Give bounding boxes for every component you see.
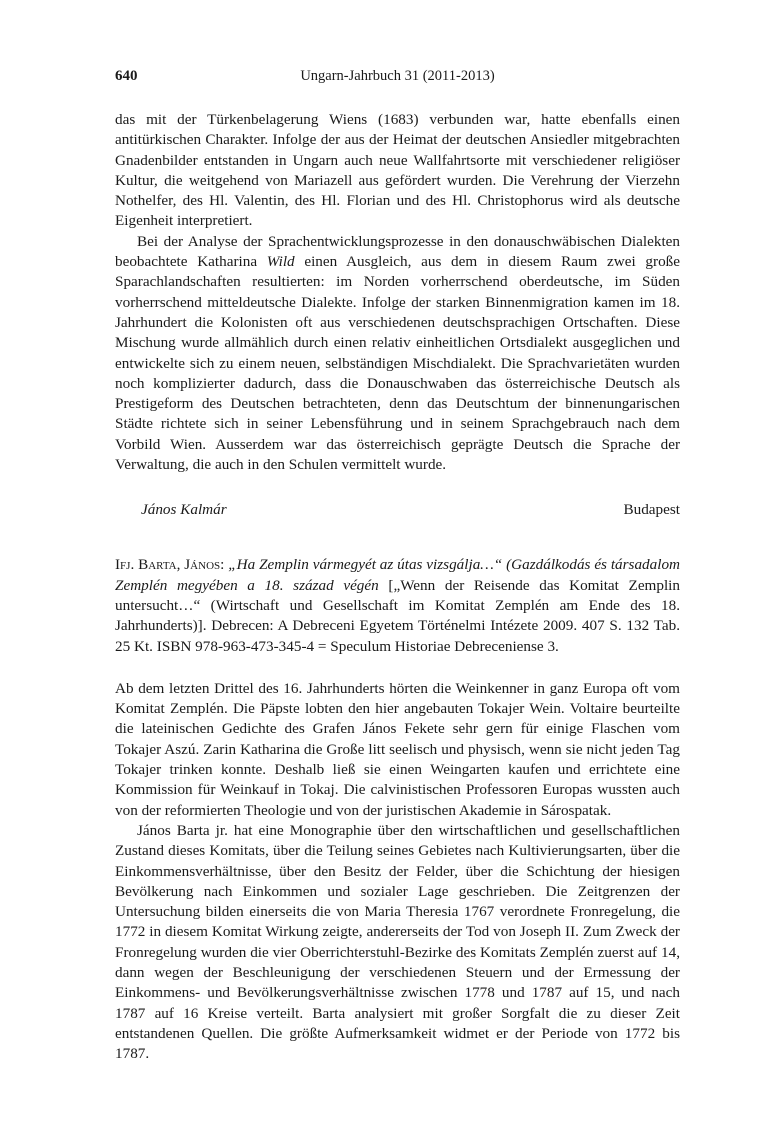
text-segment: Bei der Analyse der Sprachentwicklungsprozesse in den donauschwäbischen Dialekten beobachtete Katharina: [115, 232, 680, 271]
journal-title: Ungarn-Jahrbuch 31 (2011-2013): [300, 68, 495, 84]
reviewer-place: Budapest: [623, 501, 680, 519]
paragraph: [115, 232, 680, 476]
review-signature: [115, 501, 680, 521]
bibliographic-entry: [115, 555, 680, 656]
page: [115, 68, 680, 1064]
reviewer-name: János Kalmár: [141, 501, 227, 519]
review-2: [115, 679, 680, 1065]
text-segment: einen Ausgleich, aus dem in diesem Raum zwei große Sparachlandschaften resultierten: im Norden vorherrschend oberdeutsche, im Süden vorherrschend mitteldeutsche Dialekte. Infolge der starken Binnenmigration kamen im 18. Jahrhundert die Kolonisten oft aus verschiedenen deutschsprachigen Ortschaften. Diese Mischung wurde allmählich durch einen relativ einheitlichen Ortsdialekt ausgeglichen und entwickelte sich zu einem neuen, selbständigen Mischdialekt. Die Sprachvarietäten wurden noch komplizierter dadurch, dass die Donauschwaben das österreichische Deutsch als Prestigeform des Deutschen betrachteten, denn das Deutschtum der binnenungarischen Städte richtete sich in seiner Lebensführung und in seinem Sprachgebrauch nach dem Vorbild Wien. Ausserdem war das österreichisch geprägte Deutsch die Sprache der Verwaltung, die auch in den Schulen vermittelt wurde.: [115, 253, 680, 474]
person-name: Wild: [266, 253, 295, 271]
book-details: [„Wenn der Reisende das Komitat Zemplin untersucht…“ (Wirtschaft und Gesellschaft im Komitat Zemplén am Ende des 18. Jahrhunderts)]. Debrecen: A Debreceni Egyetem Történelmi Intézete 2009. 407 S. 132 Tab. 25 Kt. ISBN 978-963-473-345-4 = Speculum Historiae Debreceniense 3.: [115, 576, 680, 655]
paragraph: Ab dem letzten Drittel des 16. Jahrhunderts hörten die Weinkenner in ganz Europa oft vom Komitat Zemplén. Die Päpste lobten den hier angebauten Tokajer Wein. Voltaire beurteilte die lateinischen Gedichte des Grafen János Fekete sehr gern für einige Flaschen vom Tokajer Aszú. Zarin Katharina die Große litt seelisch und physisch, wenn sie nicht jeden Tag Tokajer trinken konnte. Deshalb ließ sie einen Weingarten kaufen und errichtete eine Kommission für Weinkauf in Tokaj. Die calvinistischen Professoren Europas wussten auch von der reformierten Theologie und von der juristischen Akademie in Sárospatak.: [115, 679, 680, 819]
page-number: 640: [115, 68, 138, 84]
book-author: Ifj. Barta, János:: [115, 556, 225, 574]
paragraph: János Barta jr. hat eine Monographie über den wirtschaftlichen und gesellschaftlichen Zustand dieses Komitats, über die Teilung seines Gebietes nach Kultivierungsarten, über die Einkommensverhältnisse, über den Besitz der Felder, über die Schichtung der hiesigen Bevölkerung nach Einkommen und sozialer Lage geschrieben. Die Zeitgrenzen der Untersuchung bilden einerseits die von Maria Theresia 1767 verordnete Fronregelung, die 1772 in diesem Komitat Wirkung zeigte, andererseits der Tod von Joseph II. Zum Zweck der Fronregelung wurden die vier Oberrichterstuhl-Bezirke des Komitats Zemplén zuerst auf 14, dann wegen der Beschleunigung der verschiedenen Steuern und der Ermessung der Einkommens- und Bevölkerungsverhältnisse zwischen 1778 und 1787 auf 15, und nach 1787 auf 16 Kreise verteilt. Barta analysiert mit großer Sorgfalt die zu dieser Zeit entstandenen Quellen. Die größte Aufmerksamkeit widmet er der Periode von 1772 bis 1787.: [115, 821, 680, 1063]
running-head: [115, 68, 680, 90]
book-title: „Ha Zemplin vármegyét az útas vizsgálja…“ (Gazdálkodás és társadalom Zemplén megyében a 18. század végén: [115, 556, 681, 594]
paragraph: das mit der Türkenbelagerung Wiens (1683) verbunden war, hatte ebenfalls einen antitürkischen Charakter. Infolge der aus der Heimat der deutschen Ansiedler mitgebrachten Gnadenbilder entstanden in Ungarn auch neue Wallfahrtsorte mit verschiedener religiöser Kultur, die weitgehend von Mariazell aus gefördert wurden. Die Verehrung der Vierzehn Nothelfer, des Hl. Valentin, des Hl. Florian und des Hl. Christophorus wird als deutsche Eigenheit interpretiert.: [115, 111, 680, 230]
review-1: [115, 110, 680, 475]
